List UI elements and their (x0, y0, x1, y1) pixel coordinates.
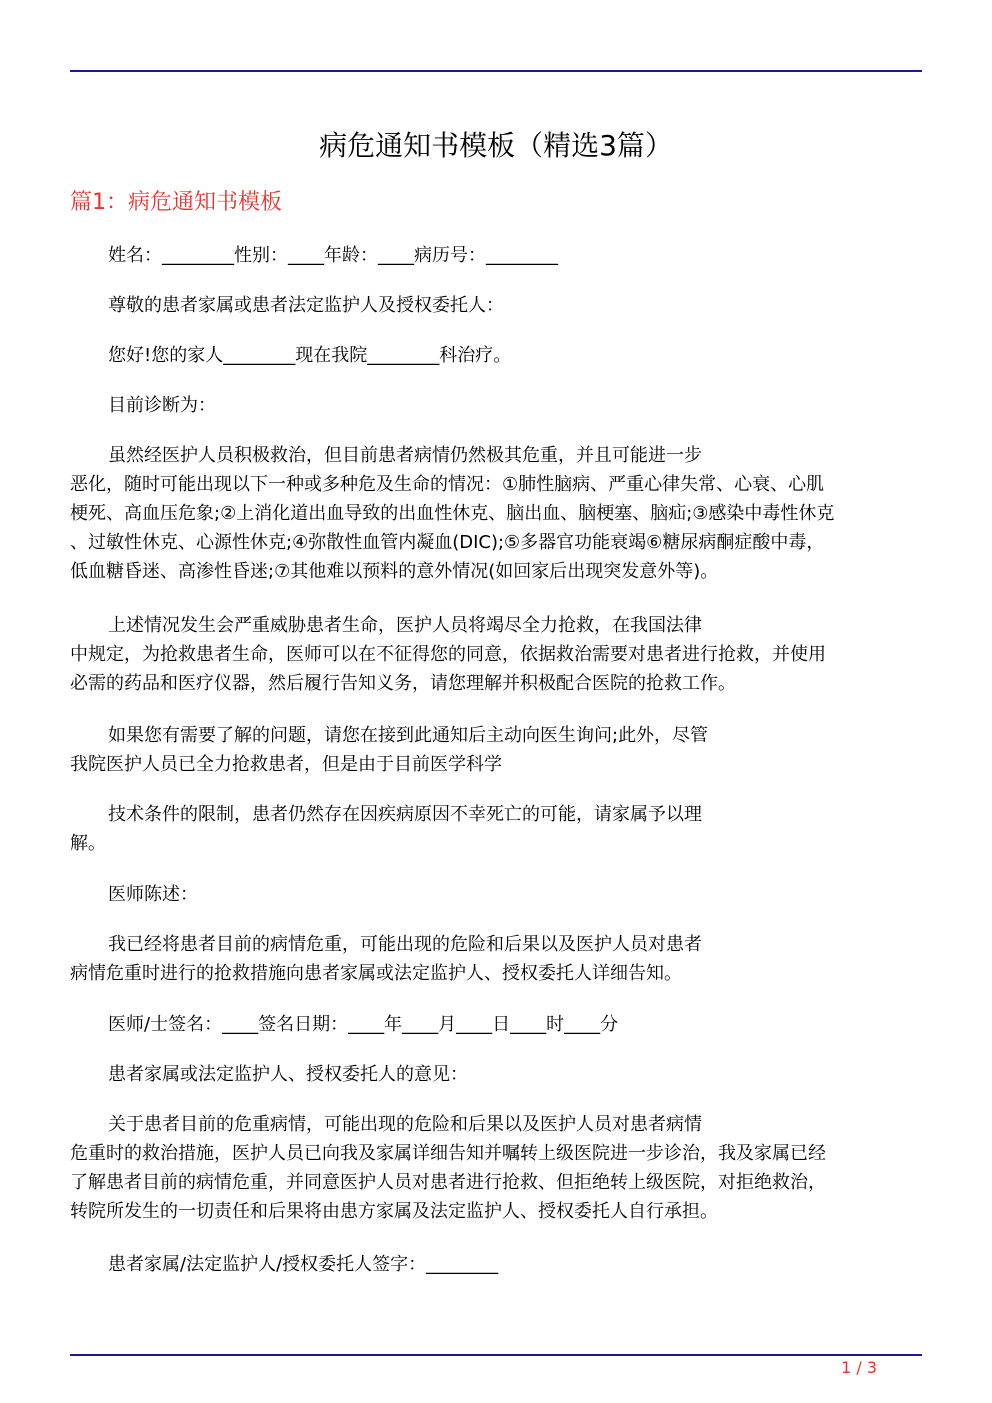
paragraph-line: 必需的药品和医疗仪器，然后履行告知义务，请您理解并积极配合医院的抢救工作。 (70, 673, 736, 694)
paragraph-line: 病情危重时进行的抢救措施向患者家属或法定监护人、授权委托人详细告知。 (70, 963, 682, 984)
paragraph-line: 如果您有需要了解的问题，请您在接到此通知后主动向医生询问;此外，尽管 (108, 725, 709, 746)
paragraph-line: 中规定，为抢救患者生命，医师可以在不征得您的同意，依据救治需要对患者进行抢救，并使用 (70, 644, 826, 665)
paragraph-line: 您好!您的家人________现在我院________科治疗。 (108, 345, 512, 366)
paragraph-line: 上述情况发生会严重威胁患者生命，医护人员将竭尽全力抢救，在我国法律 (108, 615, 702, 636)
legal-paragraph (70, 611, 922, 698)
paragraph-line: 危重时的救治措施，医护人员已向我及家属详细告知并嘱转上级医院进一步诊治，我及家属已经 (70, 1143, 826, 1164)
limitation-paragraph (70, 800, 922, 858)
doctor-statement-paragraph (70, 930, 922, 988)
patient-info-fields (70, 241, 922, 270)
paragraph-line: 转院所发生的一切责任和后果将由患方家属及法定监护人、授权委托人自行承担。 (70, 1201, 718, 1222)
inquiry-paragraph (70, 721, 922, 779)
paragraph-line: 医师/士签名：____签名日期：____年____月____日____时____分 (108, 1014, 619, 1035)
page-title: 病危通知书模板（精选3篇） (319, 129, 673, 162)
paragraph-line: 虽然经医护人员积极救治，但目前患者病情仍然极其危重，并且可能进一步 (108, 445, 702, 466)
paragraph-line: 目前诊断为： (108, 395, 216, 416)
paragraph-line: 我院医护人员已全力抢救患者，但是由于目前医学科学 (70, 754, 502, 775)
paragraph-line: 低血糖昏迷、高渗性昏迷;⑦其他难以预料的意外情况(如回家后出现突发意外等)。 (70, 561, 719, 582)
paragraph-line: 技术条件的限制，患者仍然存在因疾病原因不幸死亡的可能，请家属予以理 (108, 804, 702, 825)
family-signature-line (70, 1250, 922, 1279)
greeting-paragraph (70, 341, 922, 370)
family-opinion-label (70, 1060, 922, 1089)
paragraph-line: 解。 (70, 833, 106, 854)
paragraph-line: 尊敬的患者家属或患者法定监护人及授权委托人： (108, 295, 504, 316)
paragraph-line: 了解患者目前的病情危重，并同意医护人员对患者进行抢救、但拒绝转上级医院，对拒绝救治， (70, 1172, 826, 1193)
paragraph-line: 、过敏性休克、心源性休克;④弥散性血管内凝血(DIC);⑤多器官功能衰竭⑥糖尿病酮症酸中毒， (70, 532, 825, 553)
paragraph-line: 关于患者目前的危重病情，可能出现的危险和后果以及医护人员对患者病情 (108, 1114, 702, 1135)
doctor-statement-label (70, 880, 922, 909)
paragraph-line: 恶化，随时可能出现以下一种或多种危及生命的情况：①肺性脑病、严重心律失常、心衰、心肌 (70, 474, 825, 495)
family-opinion-paragraph (70, 1110, 922, 1226)
salutation (70, 291, 922, 320)
paragraph-line: 患者家属/法定监护人/授权委托人签字：________ (108, 1254, 499, 1275)
paragraph-line: 我已经将患者目前的病情危重，可能出现的危险和后果以及医护人员对患者 (108, 934, 702, 955)
paragraph-line: 梗死、高血压危象;②上消化道出血导致的出血性休克、脑出血、脑梗塞、脑疝;③感染中毒性休克 (70, 503, 835, 524)
diagnosis-label (70, 391, 922, 420)
header-rule (70, 70, 922, 72)
footer-rule (70, 1354, 922, 1356)
paragraph-line: 患者家属或法定监护人、授权委托人的意见： (108, 1064, 468, 1085)
page-number: 1 / 3 (841, 1358, 877, 1377)
risk-paragraph (70, 441, 922, 586)
section-heading: 篇1：病危通知书模板 (70, 190, 282, 215)
paragraph-line: 姓名：________性别：____年龄：____病历号：________ (108, 245, 558, 266)
paragraph-line: 医师陈述： (108, 884, 198, 905)
doctor-signature-line (70, 1010, 922, 1039)
